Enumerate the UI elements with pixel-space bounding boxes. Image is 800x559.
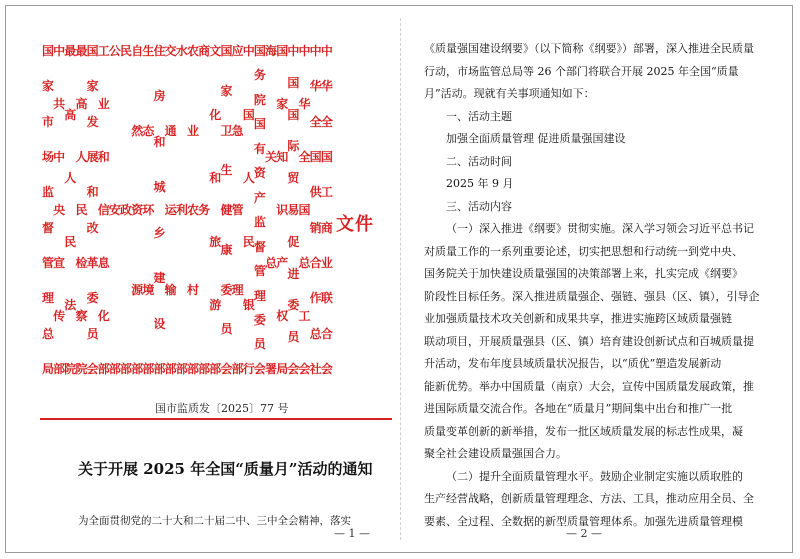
issuer-char: 改 [86,220,99,235]
issuer-char: 国 [298,203,311,217]
issuer-char: 部 [131,362,144,376]
issuer-char: 部 [53,362,66,376]
issuer-char: 运 [164,203,177,217]
issuer-char: 文 [209,44,222,58]
issuer-char: 房 [153,89,166,104]
issuer-char: 权 [276,309,289,323]
issuer-char: 局 [276,362,289,376]
body-line: 业加强质量技术攻关创新和成果共享，推进实施跨区域质量强链 [424,312,732,325]
issuer-char: 员 [86,326,99,341]
body-line: 阶段性目标任务。深入推进质量强企、强链、强县（区、镇），引导企 [424,289,760,303]
issuer-char: 商 [198,44,211,58]
issuer-char: 家 [220,83,233,98]
body-line: 《质量强国建设纲要》（以下简称《纲要》）部署，深入推进全民质量 [424,42,754,55]
document-header-suffix: 文件 [336,214,374,235]
issuer-char: 部 [231,362,244,376]
body-line: 国务院关于加快建设质量强国的决策部署上来，扎实完成《纲要》 [424,267,743,280]
body-line: 一、活动主题 [446,109,512,123]
issuer-char: 院 [75,362,88,376]
issuer-char: 态 [142,123,155,138]
issuer-char: 业 [186,123,199,138]
left-page [40,45,390,550]
issuing-authorities-block [40,44,333,376]
issuer-char: 国 [220,44,233,58]
issuer-char: 康 [220,242,233,257]
issuer-char: 法 [64,298,77,313]
left-body-text: 为全面贯彻党的二十大和二十届二中、三中全会精神，落实 [78,515,351,527]
issuer-char: 息 [97,256,110,270]
issuer-char: 合 [320,326,333,341]
issuer-char: 委 [220,282,233,297]
issuer-char: 贸 [287,171,300,186]
issuer-char: 署 [265,362,278,376]
issuer-char: 管 [41,255,54,270]
issuer-char: 化 [209,107,222,122]
issuer-char: 识 [276,203,289,217]
issuer-char: 然 [131,123,144,138]
issuer-char: 游 [209,298,222,313]
issuer-char: 会 [86,361,99,376]
issuer-char: 高 [75,97,88,111]
issuer-char: 国 [320,149,333,164]
issuer-char: 展 [86,149,99,164]
issuer-char: 全 [298,150,311,164]
issuer-char: 革 [86,255,99,270]
issuer-char: 监 [253,215,266,230]
issuer-char: 际 [287,139,300,154]
issuer-char: 人 [64,171,77,186]
issuer-char: 院 [253,92,266,107]
page-divider [400,18,401,540]
issuer-char: 会 [220,362,233,376]
issuer-char: 央 [53,203,66,217]
issuer-char: 民 [242,234,255,249]
issuer-char: 传 [53,309,66,323]
issuer-char: 员 [287,330,300,345]
issuer-char: 国 [242,107,255,122]
issuer-char: 环 [142,203,155,217]
issuer-char: 家 [276,97,289,111]
issuer-char: 进 [287,266,300,281]
body-line: 2025 年 9 月 [446,177,514,190]
issuer-char: 设 [153,316,166,331]
issuer-char: 部 [186,362,199,376]
issuer-char: 中 [287,44,300,58]
issuer-char: 督 [253,239,266,254]
issuer-char: 中 [242,44,255,58]
issuer-char: 国 [41,44,54,58]
issuer-char: 村 [186,282,199,297]
issuer-char: 国 [86,44,99,58]
issuer-char: 总 [265,256,278,270]
issuer-char: 会 [298,362,311,376]
issuer-char: 安 [108,203,121,217]
body-line: 加强全面质量管理 促进质量强国建设 [446,132,626,145]
issuer-char: 察 [75,309,88,323]
body-line: （一）深入推进《纲要》贯彻实施。深入学习领会习近平总书记 [446,222,754,235]
issuer-char: 全 [309,114,322,129]
body-line: 聚全社会建设质量强国合力。 [424,447,567,460]
red-separator-line [40,418,392,420]
issuer-char: 业 [97,97,110,111]
body-line: 升活动，发布年度县域质量状况报告，以“质优”塑造发展新动 [424,357,722,370]
issuer-char: 委 [86,291,99,306]
issuer-char: 公 [108,44,121,58]
issuer-char: 监 [41,185,54,200]
issuer-char: 工 [320,185,333,200]
body-line: 对质量工作的一系列重要论述，切实把思想和行动统一到党中央、 [424,244,743,258]
issuer-char: 工 [97,44,110,58]
issuer-char: 和 [86,185,99,200]
issuer-char: 政 [120,203,133,217]
issuer-char: 管 [231,203,244,217]
issuer-char: 理 [253,288,266,303]
issuer-char: 健 [220,203,233,217]
issuer-char: 生 [220,163,233,178]
issuer-char: 总 [41,326,54,341]
issuer-char: 和 [97,150,110,164]
issuer-char: 国 [276,44,289,58]
issuer-char: 境 [142,282,155,297]
body-line: 二、活动时间 [446,154,512,168]
notice-title: 关于开展 2025 年全国“质量月”活动的通知 [78,460,373,478]
issuer-char: 部 [97,362,110,376]
issuer-char: 生 [142,44,155,58]
issuer-char: 急 [231,123,244,138]
issuer-char: 部 [142,362,155,376]
issuer-char: 国 [287,107,300,122]
issuer-char: 工 [298,309,311,323]
issuer-char: 行 [242,361,255,376]
issuer-char: 农 [186,44,199,58]
issuer-char: 员 [253,337,266,352]
issuer-char: 旅 [209,234,222,249]
issuer-char: 部 [198,362,211,376]
issuer-char: 会 [287,361,300,376]
issuer-char: 自 [131,44,144,58]
issuer-char: 检 [75,256,88,270]
body-line: 月”活动。现就有关事项通知如下： [424,87,595,100]
issuer-char: 国 [253,117,266,132]
issuer-char: 和 [209,171,222,186]
body-line: 进国际质量交流合作。各地在“质量月”期间集中出台和推广一批 [424,402,733,415]
issuer-char: 国 [309,149,322,164]
issuer-char: 水 [175,44,188,58]
issuer-char: 中 [53,44,66,58]
issuer-char: 资 [253,166,266,181]
document-number: 国市监质发〔2025〕77 号 [155,402,289,415]
issuer-char: 全 [320,114,333,129]
issuer-char: 中 [53,150,66,164]
issuer-char: 国 [253,44,266,58]
issuer-char: 合 [309,255,322,270]
issuer-char: 中 [309,44,322,58]
issuer-char: 民 [120,44,133,58]
body-line: 三、活动内容 [446,199,512,213]
issuer-char: 建 [153,271,166,286]
issuer-char: 促 [287,234,300,249]
issuer-char: 务 [198,203,211,217]
body-line: 行动，市场监管总局等 26 个部门将联合开展 2025 年全国“质量 [424,64,739,78]
body-line: 联动项目，开展质量强县（区、镇）培育建设创新试点和百城质量提 [424,334,754,348]
issuer-char: 农 [186,203,199,217]
issuer-char: 中 [298,44,311,58]
issuer-char: 部 [120,362,133,376]
issuer-char: 有 [253,141,266,156]
issuer-char: 人 [242,171,255,186]
issuer-char: 利 [175,203,188,217]
issuer-char: 发 [86,114,99,129]
issuer-char: 华 [298,97,311,111]
issuer-char: 民 [75,203,88,217]
issuer-char: 家 [41,79,54,94]
page-number-left: — 1 — [334,527,370,540]
issuer-char: 国 [287,75,300,90]
issuer-char: 部 [175,362,188,376]
issuer-char: 华 [309,79,322,94]
issuer-char: 家 [86,79,99,94]
issuer-char: 卫 [220,123,233,138]
issuer-char: 院 [64,361,77,376]
issuer-char: 部 [153,361,166,376]
body-line: （二）提升全面质量管理水平。鼓励企业制定实施以质取胜的 [446,469,743,483]
issuer-char: 信 [97,203,110,217]
issuer-char: 产 [253,190,266,205]
body-line: 生产经营战略，创新质量管理理念、方法、工具，推动应用全员、全 [424,492,754,505]
issuer-char: 海 [265,44,278,58]
issuer-char: 应 [231,44,244,58]
issuer-char: 市 [41,114,54,129]
issuer-char: 银 [242,298,255,313]
issuer-char: 督 [41,220,54,235]
issuer-char: 最 [75,44,88,58]
issuer-char: 会 [320,361,333,376]
issuer-char: 关 [265,150,278,164]
issuer-char: 住 [153,44,166,58]
issuer-char: 化 [97,309,110,323]
issuer-char: 知 [276,150,289,164]
issuer-char: 部 [164,362,177,376]
issuer-char: 会 [253,361,266,376]
page-number-right: — 2 — [566,527,602,540]
issuer-char: 资 [131,203,144,217]
body-line: 质量变革创新的新举措，发布一批区域质量发展的标志性成果，凝 [424,424,743,438]
issuer-char: 总 [309,326,322,341]
issuer-char: 源 [131,282,144,297]
right-page-body [424,38,778,533]
issuer-char: 供 [309,185,322,200]
issuer-char: 中 [320,44,333,58]
issuer-char: 宣 [53,256,66,270]
issuer-char: 场 [41,149,54,164]
issuer-char: 通 [164,123,177,138]
issuer-char: 商 [320,220,333,235]
issuer-char: 乡 [153,225,166,240]
issuer-char: 城 [153,180,166,195]
issuer-char: 产 [276,256,289,270]
issuer-char: 最 [64,44,77,58]
issuer-column [319,45,335,375]
issuer-char: 交 [164,44,177,58]
issuer-char: 易 [287,202,300,217]
issuer-char: 委 [287,298,300,313]
issuer-char: 理 [231,282,244,297]
issuer-char: 高 [64,107,77,122]
issuer-char: 理 [41,291,54,306]
issuer-char: 作 [309,291,322,306]
body-line: 要素、全过程、全数据的新型质量管理体系。加强先进质量管理模 [424,514,743,528]
issuer-char: 总 [298,256,311,270]
issuer-char: 销 [309,220,322,235]
issuer-char: 民 [64,234,77,249]
issuer-char: 人 [75,150,88,164]
issuer-char: 联 [320,291,333,306]
issuer-char: 员 [220,322,233,337]
body-line: 能新优势。举办中国质量（南京）大会，宣传中国质量发展政策，推 [424,379,754,393]
issuer-char: 部 [108,362,121,376]
issuer-char: 输 [164,282,177,297]
issuer-char: 业 [320,255,333,270]
issuer-char: 华 [320,79,333,94]
issuer-char: 局 [41,361,54,376]
issuer-char: 部 [209,361,222,376]
issuer-char: 管 [253,264,266,279]
issuer-char: 社 [309,361,322,376]
issuer-char: 和 [153,134,166,149]
issuer-char: 务 [253,68,266,83]
issuer-char: 委 [253,312,266,327]
issuer-char: 共 [53,97,66,111]
